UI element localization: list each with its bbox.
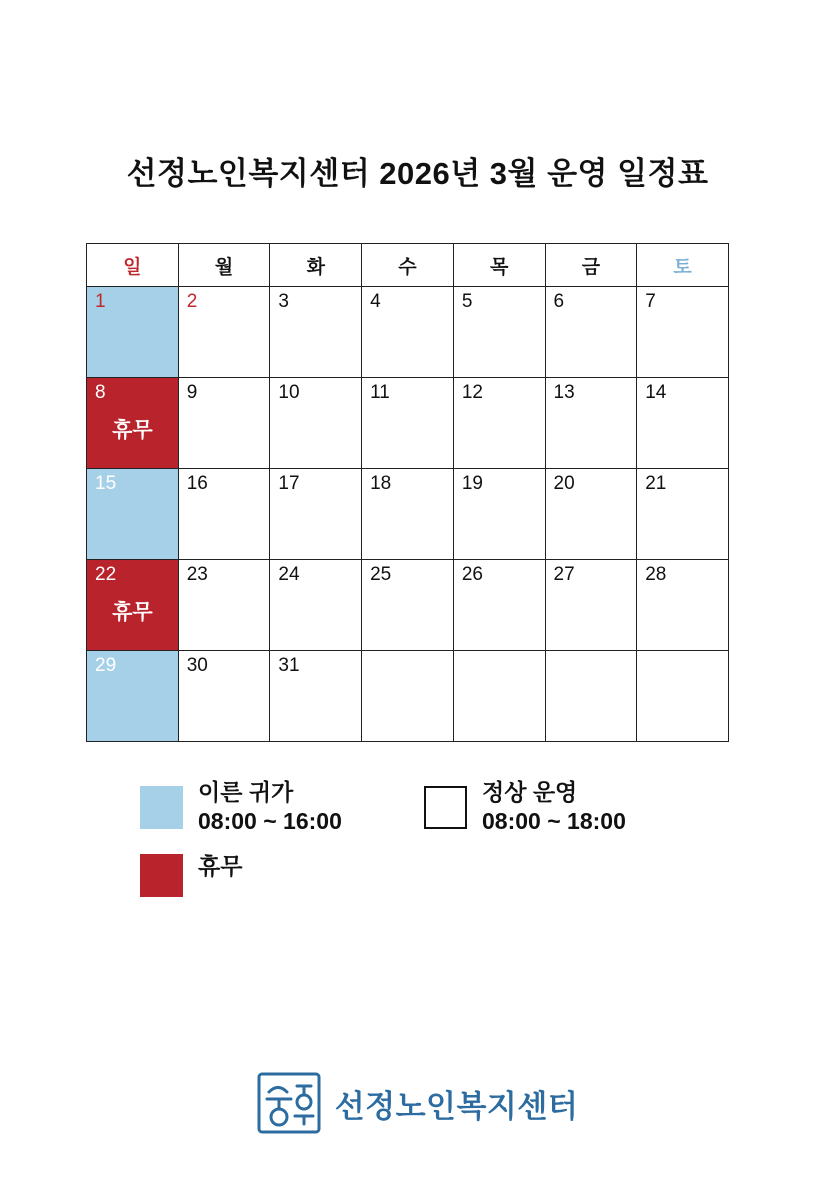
weekday-header-mon: 월 bbox=[178, 244, 270, 287]
weekday-header-tue: 화 bbox=[270, 244, 362, 287]
calendar-day-cell bbox=[453, 378, 545, 469]
calendar-day-cell bbox=[637, 378, 729, 469]
calendar-day-cell bbox=[453, 560, 545, 651]
calendar-day-cell bbox=[362, 469, 454, 560]
day-note: 휴무 bbox=[112, 419, 153, 442]
calendar-day-cell bbox=[87, 651, 179, 742]
day-number: 24 bbox=[278, 564, 300, 585]
day-number: 28 bbox=[645, 564, 667, 585]
day-number: 27 bbox=[553, 564, 575, 585]
day-number: 30 bbox=[186, 655, 208, 676]
organization-name: 선정노인복지센터 bbox=[334, 1088, 579, 1124]
calendar-day-cell bbox=[545, 287, 637, 378]
monthly-calendar bbox=[86, 243, 729, 742]
day-number: 1 bbox=[95, 291, 106, 312]
day-number: 9 bbox=[186, 382, 198, 403]
day-number: 23 bbox=[186, 564, 208, 585]
day-number: 12 bbox=[461, 382, 483, 403]
calendar-body bbox=[87, 287, 729, 742]
calendar-week-row bbox=[87, 469, 729, 560]
day-number: 10 bbox=[278, 382, 300, 403]
calendar-day-cell bbox=[87, 378, 179, 469]
calendar-day-cell bbox=[637, 469, 729, 560]
weekday-header-thu: 목 bbox=[453, 244, 545, 287]
calendar-day-cell bbox=[453, 469, 545, 560]
day-number: 18 bbox=[370, 473, 392, 494]
day-number: 16 bbox=[186, 473, 208, 494]
calendar-day-cell bbox=[87, 560, 179, 651]
page-title: 선정노인복지센터 2026년 3월 운영 일정표 bbox=[126, 156, 709, 191]
day-number: 2 bbox=[186, 291, 198, 312]
legend-swatch-early-return bbox=[140, 786, 183, 829]
calendar-day-cell bbox=[270, 378, 362, 469]
calendar-day-cell bbox=[637, 651, 729, 742]
day-note: 휴무 bbox=[112, 601, 153, 624]
day-number: 19 bbox=[461, 473, 483, 494]
calendar-day-cell bbox=[637, 560, 729, 651]
calendar-day-cell bbox=[270, 651, 362, 742]
legend-label-normal-text: 정상 운영 bbox=[482, 779, 578, 805]
calendar-day-cell bbox=[362, 378, 454, 469]
weekday-header-row bbox=[87, 244, 729, 287]
calendar-day-cell bbox=[362, 560, 454, 651]
calendar-day-cell bbox=[545, 560, 637, 651]
day-number: 29 bbox=[95, 655, 117, 676]
day-number: 11 bbox=[370, 382, 390, 403]
footer-logo bbox=[0, 1072, 835, 1134]
day-number: 13 bbox=[553, 382, 575, 403]
day-number: 15 bbox=[95, 473, 117, 494]
legend-row-bottom bbox=[140, 848, 760, 916]
calendar-day-cell bbox=[87, 287, 179, 378]
legend-swatch-closed bbox=[140, 854, 183, 897]
day-number: 5 bbox=[461, 291, 473, 312]
legend-row-top bbox=[140, 780, 760, 848]
legend bbox=[140, 780, 760, 916]
day-number: 3 bbox=[278, 291, 289, 312]
legend-label-closed-text: 휴무 bbox=[198, 853, 243, 879]
calendar-day-cell bbox=[545, 469, 637, 560]
calendar-day-cell bbox=[178, 651, 270, 742]
calendar-day-cell bbox=[453, 287, 545, 378]
day-number: 4 bbox=[370, 291, 381, 312]
calendar-week-row bbox=[87, 378, 729, 469]
legend-label-early-return bbox=[198, 778, 342, 836]
calendar-day-cell bbox=[178, 287, 270, 378]
organization-logo-icon bbox=[257, 1072, 321, 1134]
day-number: 26 bbox=[461, 564, 483, 585]
calendar-day-cell bbox=[270, 287, 362, 378]
day-number: 6 bbox=[553, 291, 565, 312]
calendar-week-row bbox=[87, 651, 729, 742]
calendar-day-cell bbox=[362, 651, 454, 742]
legend-label-closed bbox=[198, 852, 242, 881]
calendar-week-row bbox=[87, 560, 729, 651]
calendar-day-cell bbox=[178, 469, 270, 560]
legend-hours-early-return: 08:00 ~ 16:00 bbox=[198, 807, 342, 834]
calendar-day-cell bbox=[270, 560, 362, 651]
weekday-header-sun: 일 bbox=[87, 244, 179, 287]
day-number: 14 bbox=[645, 382, 667, 403]
calendar-day-cell bbox=[453, 651, 545, 742]
legend-label-early-return-text: 이른 귀가 bbox=[198, 779, 294, 805]
legend-hours-normal: 08:00 ~ 18:00 bbox=[482, 807, 626, 834]
calendar-day-cell bbox=[87, 469, 179, 560]
calendar-day-cell bbox=[545, 378, 637, 469]
calendar-day-cell bbox=[362, 287, 454, 378]
day-number: 17 bbox=[278, 473, 300, 494]
day-number: 25 bbox=[370, 564, 392, 585]
day-number: 20 bbox=[553, 473, 575, 494]
calendar-week-row bbox=[87, 287, 729, 378]
weekday-header-wed: 수 bbox=[362, 244, 454, 287]
weekday-header-fri: 금 bbox=[545, 244, 637, 287]
legend-swatch-normal bbox=[424, 786, 467, 829]
day-number: 22 bbox=[95, 564, 117, 585]
calendar-day-cell bbox=[637, 287, 729, 378]
day-number: 7 bbox=[645, 291, 656, 312]
calendar-day-cell bbox=[270, 469, 362, 560]
calendar-day-cell bbox=[545, 651, 637, 742]
day-number: 31 bbox=[278, 655, 300, 676]
calendar-day-cell bbox=[178, 378, 270, 469]
day-number: 21 bbox=[645, 473, 667, 494]
legend-label-normal bbox=[482, 778, 626, 836]
weekday-header-sat: 토 bbox=[637, 244, 729, 287]
calendar-day-cell bbox=[178, 560, 270, 651]
day-number: 8 bbox=[95, 382, 106, 403]
